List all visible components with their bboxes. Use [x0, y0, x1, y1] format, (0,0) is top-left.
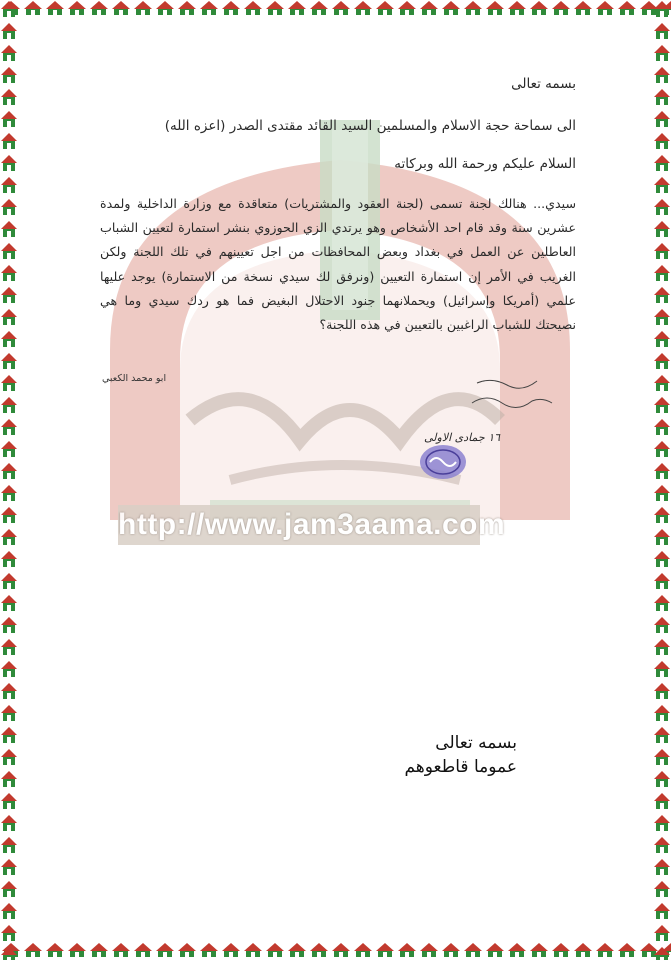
reply-header: بسمه تعالى — [435, 733, 517, 753]
border-right — [653, 0, 671, 960]
border-bottom — [0, 942, 671, 960]
reply-block — [404, 731, 517, 779]
handwritten-signature — [467, 373, 557, 423]
border-left — [0, 0, 18, 960]
reply-text: عموما قاطعوهم — [404, 757, 517, 777]
sender-name: ابو محمد الكعبي — [102, 373, 167, 384]
letter-body: سيدي... هنالك لجنة تسمى (لجنة العقود والمشتريات) متعاقدة مع وزارة الداخلية ولمدة عشرين سنة وقد قام احد الأشخاص وهو يرتدي الزي الحوزوي بنشر استمارة لتعيين الشباب العاطلين عن العمل في بغداد وبعض المحافظات من اجل تعيينهم في تلك اللجنة ولكن الغريب في الأمر إن استمارة التعيين (ونرفق لك سيدي نسخة من الاستمارة) يوجد عليها علمي (أمريكا وإسرائيل) ويحملانهما جنود الاحتلال البغيض فما هو ردك سيدي وما هي نصيحتك للشباب الراغبين بالتعيين في هذه اللجنة؟ — [100, 196, 576, 333]
official-stamp — [418, 442, 468, 482]
letter-greeting: السلام عليكم ورحمة الله وبركاته — [394, 156, 576, 172]
letter-header: بسمه تعالى — [511, 76, 576, 92]
handwritten-date: ١٦ جمادى الاولى — [424, 431, 501, 444]
letter-addressee: الى سماحة حجة الاسلام والمسلمين السيد القائد مقتدى الصدر (اعزه الله) — [164, 118, 576, 134]
border-top — [0, 0, 671, 18]
watermark-logo — [70, 120, 610, 560]
watermark-url: http://www.jam3aama.com — [118, 505, 480, 545]
